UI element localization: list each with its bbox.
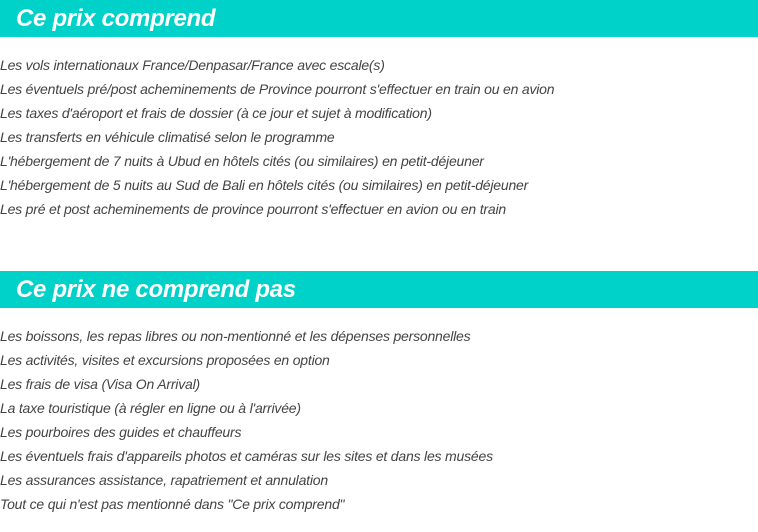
list-item: Les assurances assistance, rapatriement et annulation xyxy=(0,472,328,488)
list-item: Les éventuels frais d'appareils photos et caméras sur les sites et dans les musées xyxy=(0,448,493,464)
included-title: Ce prix comprend xyxy=(16,5,216,32)
list-item: Les frais de visa (Visa On Arrival) xyxy=(0,376,200,392)
list-item: Les pourboires des guides et chauffeurs xyxy=(0,424,242,440)
included-list xyxy=(0,53,554,221)
list-item: L'hébergement de 7 nuits à Ubud en hôtels cités (ou similaires) en petit-déjeuner xyxy=(0,153,484,169)
included-header xyxy=(0,0,758,37)
list-item: Les boissons, les repas libres ou non-mentionné et les dépenses personnelles xyxy=(0,328,471,344)
list-item: Les vols internationaux France/Denpasar/France avec escale(s) xyxy=(0,57,385,73)
not-included-list xyxy=(0,324,493,516)
not-included-header xyxy=(0,271,758,308)
not-included-title: Ce prix ne comprend pas xyxy=(16,276,296,303)
list-item: Les transferts en véhicule climatisé selon le programme xyxy=(0,129,335,145)
list-item: Les pré et post acheminements de province pourront s'effectuer en avion ou en train xyxy=(0,201,506,217)
list-item: La taxe touristique (à régler en ligne ou à l'arrivée) xyxy=(0,400,301,416)
list-item: L'hébergement de 5 nuits au Sud de Bali en hôtels cités (ou similaires) en petit-déjeuner xyxy=(0,177,529,193)
list-item: Les activités, visites et excursions proposées en option xyxy=(0,352,330,368)
list-item: Les éventuels pré/post acheminements de Province pourront s'effectuer en train ou en avion xyxy=(0,81,555,97)
list-item: Tout ce qui n'est pas mentionné dans "Ce prix comprend" xyxy=(0,496,345,512)
list-item: Les taxes d'aéroport et frais de dossier (à ce jour et sujet à modification) xyxy=(0,105,432,121)
